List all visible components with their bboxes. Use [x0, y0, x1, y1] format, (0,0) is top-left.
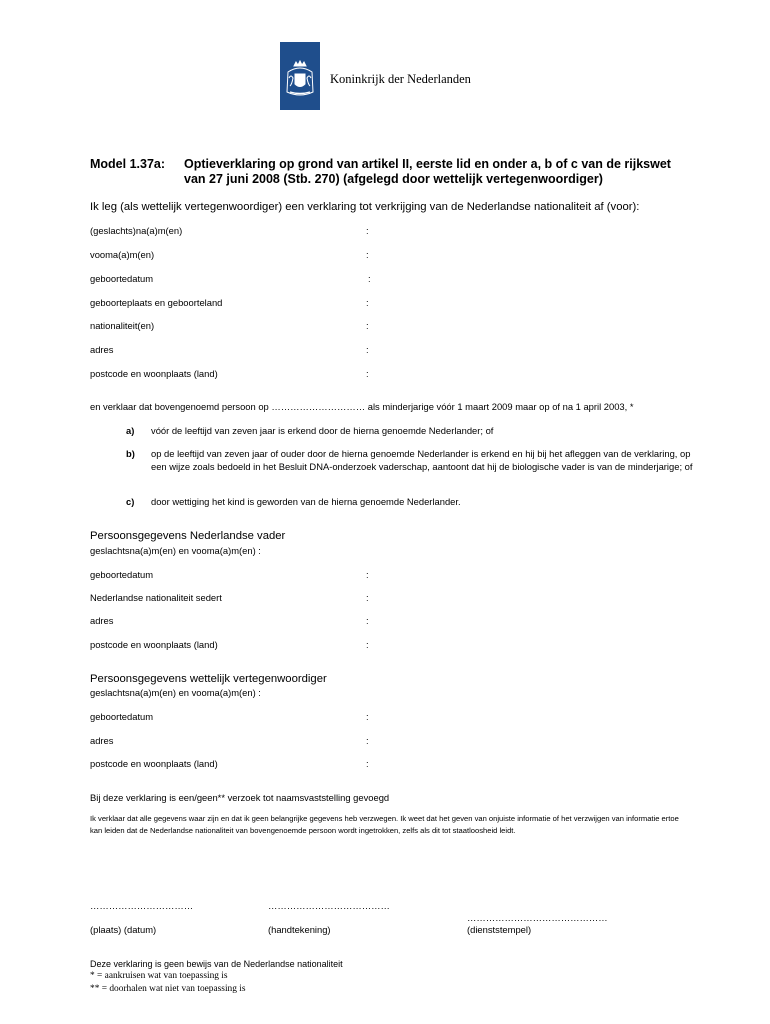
signature-label: (handtekening) — [268, 924, 331, 935]
option-letter-c: c) — [126, 496, 135, 507]
field-colon: : — [368, 273, 371, 284]
document-title: Optieverklaring op grond van artikel II, eerste lid en onder a, b of c van de rijkswet van 27 juni 2008 (Stb. 270) (afgelegd door wettelijk vertegenwoordiger) — [184, 157, 671, 186]
footnote-double-asterisk: ** = doorhalen wat niet van toepassing is — [90, 984, 246, 994]
father-field-postcode: postcode en woonplaats (land) — [90, 639, 218, 650]
intro-text: Ik leg (als wettelijk vertegenwoordiger) een verklaring tot verkrijging van de Nederlandse nationaliteit af (voor): — [90, 201, 640, 213]
footer-notice: Deze verklaring is geen bewijs van de Nederlandse nationaliteit — [90, 959, 343, 969]
signature-line[interactable]: ………………………………… — [268, 900, 390, 911]
truthfulness-disclaimer: Ik verklaar dat alle gegevens waar zijn en dat ik geen belangrijke gegevens heb verzwegen. Ik weet dat het geven van onjuiste informatie of het verzwijgen van informatie ertoe kan leiden dat de Nederlandse nationaliteit van bovengenoemde persoon wordt ingetrokken, zelfs als dit tot staatloosheid leidt. — [90, 814, 679, 835]
option-letter-a: a) — [126, 425, 135, 436]
place-date-label: (plaats) (datum) — [90, 924, 157, 935]
field-colon: : — [366, 344, 369, 355]
field-label-firstname: vooma(a)m(en) — [90, 249, 155, 260]
field-label-nationality: nationaliteit(en) — [90, 320, 155, 331]
field-colon: : — [366, 758, 369, 769]
field-colon: : — [366, 711, 369, 722]
field-colon: : — [366, 639, 369, 650]
field-colon: : — [366, 297, 369, 308]
rep-field-address: adres — [90, 735, 114, 746]
model-label: Model 1.37a: — [90, 157, 166, 171]
field-colon: : — [366, 225, 369, 236]
org-name: Koninkrijk der Nederlanden — [330, 72, 471, 86]
father-section-subtitle: geslachtsna(a)m(en) en vooma(a)m(en) : — [90, 545, 261, 556]
option-letter-b: b) — [126, 448, 135, 459]
logo-emblem — [280, 42, 320, 110]
father-field-nationality-since: Nederlandse nationaliteit sedert — [90, 592, 222, 603]
field-colon: : — [366, 735, 369, 746]
rep-section-title: Persoonsgegevens wettelijk vertegenwoordiger — [90, 673, 327, 685]
field-label-address: adres — [90, 344, 114, 355]
declaration-statement: en verklaar dat bovengenoemd persoon op ………………………… als minderjarige vóór 1 maart 2009 maar op of na 1 april 2003, * — [90, 401, 634, 412]
rep-field-postcode: postcode en woonplaats (land) — [90, 758, 218, 769]
field-colon: : — [366, 368, 369, 379]
field-colon: : — [366, 249, 369, 260]
stamp-line[interactable]: ……………………………………… — [467, 912, 608, 923]
footnote-asterisk: * = aankruisen wat van toepassing is — [90, 971, 228, 981]
option-text-b: op de leeftijd van zeven jaar of ouder door de hierna genoemde Nederlander is erkend en hij bij het afleggen van de verklaring, op een wijze zoals bedoeld in het Besluit DNA-onderzoek vaderschap, aantoont dat hij de biologische vader is van de minderjarige; of — [151, 448, 693, 472]
field-label-postcode: postcode en woonplaats (land) — [90, 368, 218, 379]
field-label-birthplace: geboorteplaats en geboorteland — [90, 297, 223, 308]
royal-coat-of-arms-icon — [280, 42, 320, 110]
field-label-birthdate: geboortedatum — [90, 273, 154, 284]
field-colon: : — [366, 615, 369, 626]
father-field-birthdate: geboortedatum — [90, 569, 154, 580]
field-colon: : — [366, 592, 369, 603]
place-date-line[interactable]: …………………………… — [90, 900, 194, 911]
field-colon: : — [366, 320, 369, 331]
option-text-c: door wettiging het kind is geworden van de hierna genoemde Nederlander. — [151, 496, 461, 507]
father-field-address: adres — [90, 615, 114, 626]
field-label-surname: (geslachts)na(a)m(en) — [90, 225, 183, 236]
option-text-a: vóór de leeftijd van zeven jaar is erkend door de hierna genoemde Nederlander; of — [151, 425, 494, 436]
name-request-statement: Bij deze verklaring is een/geen** verzoek tot naamsvaststelling gevoegd — [90, 792, 390, 803]
father-section-title: Persoonsgegevens Nederlandse vader — [90, 530, 286, 542]
field-colon: : — [366, 569, 369, 580]
rep-field-birthdate: geboortedatum — [90, 711, 154, 722]
rep-section-subtitle: geslachtsna(a)m(en) en vooma(a)m(en) : — [90, 687, 261, 698]
stamp-label: (dienststempel) — [467, 924, 532, 935]
